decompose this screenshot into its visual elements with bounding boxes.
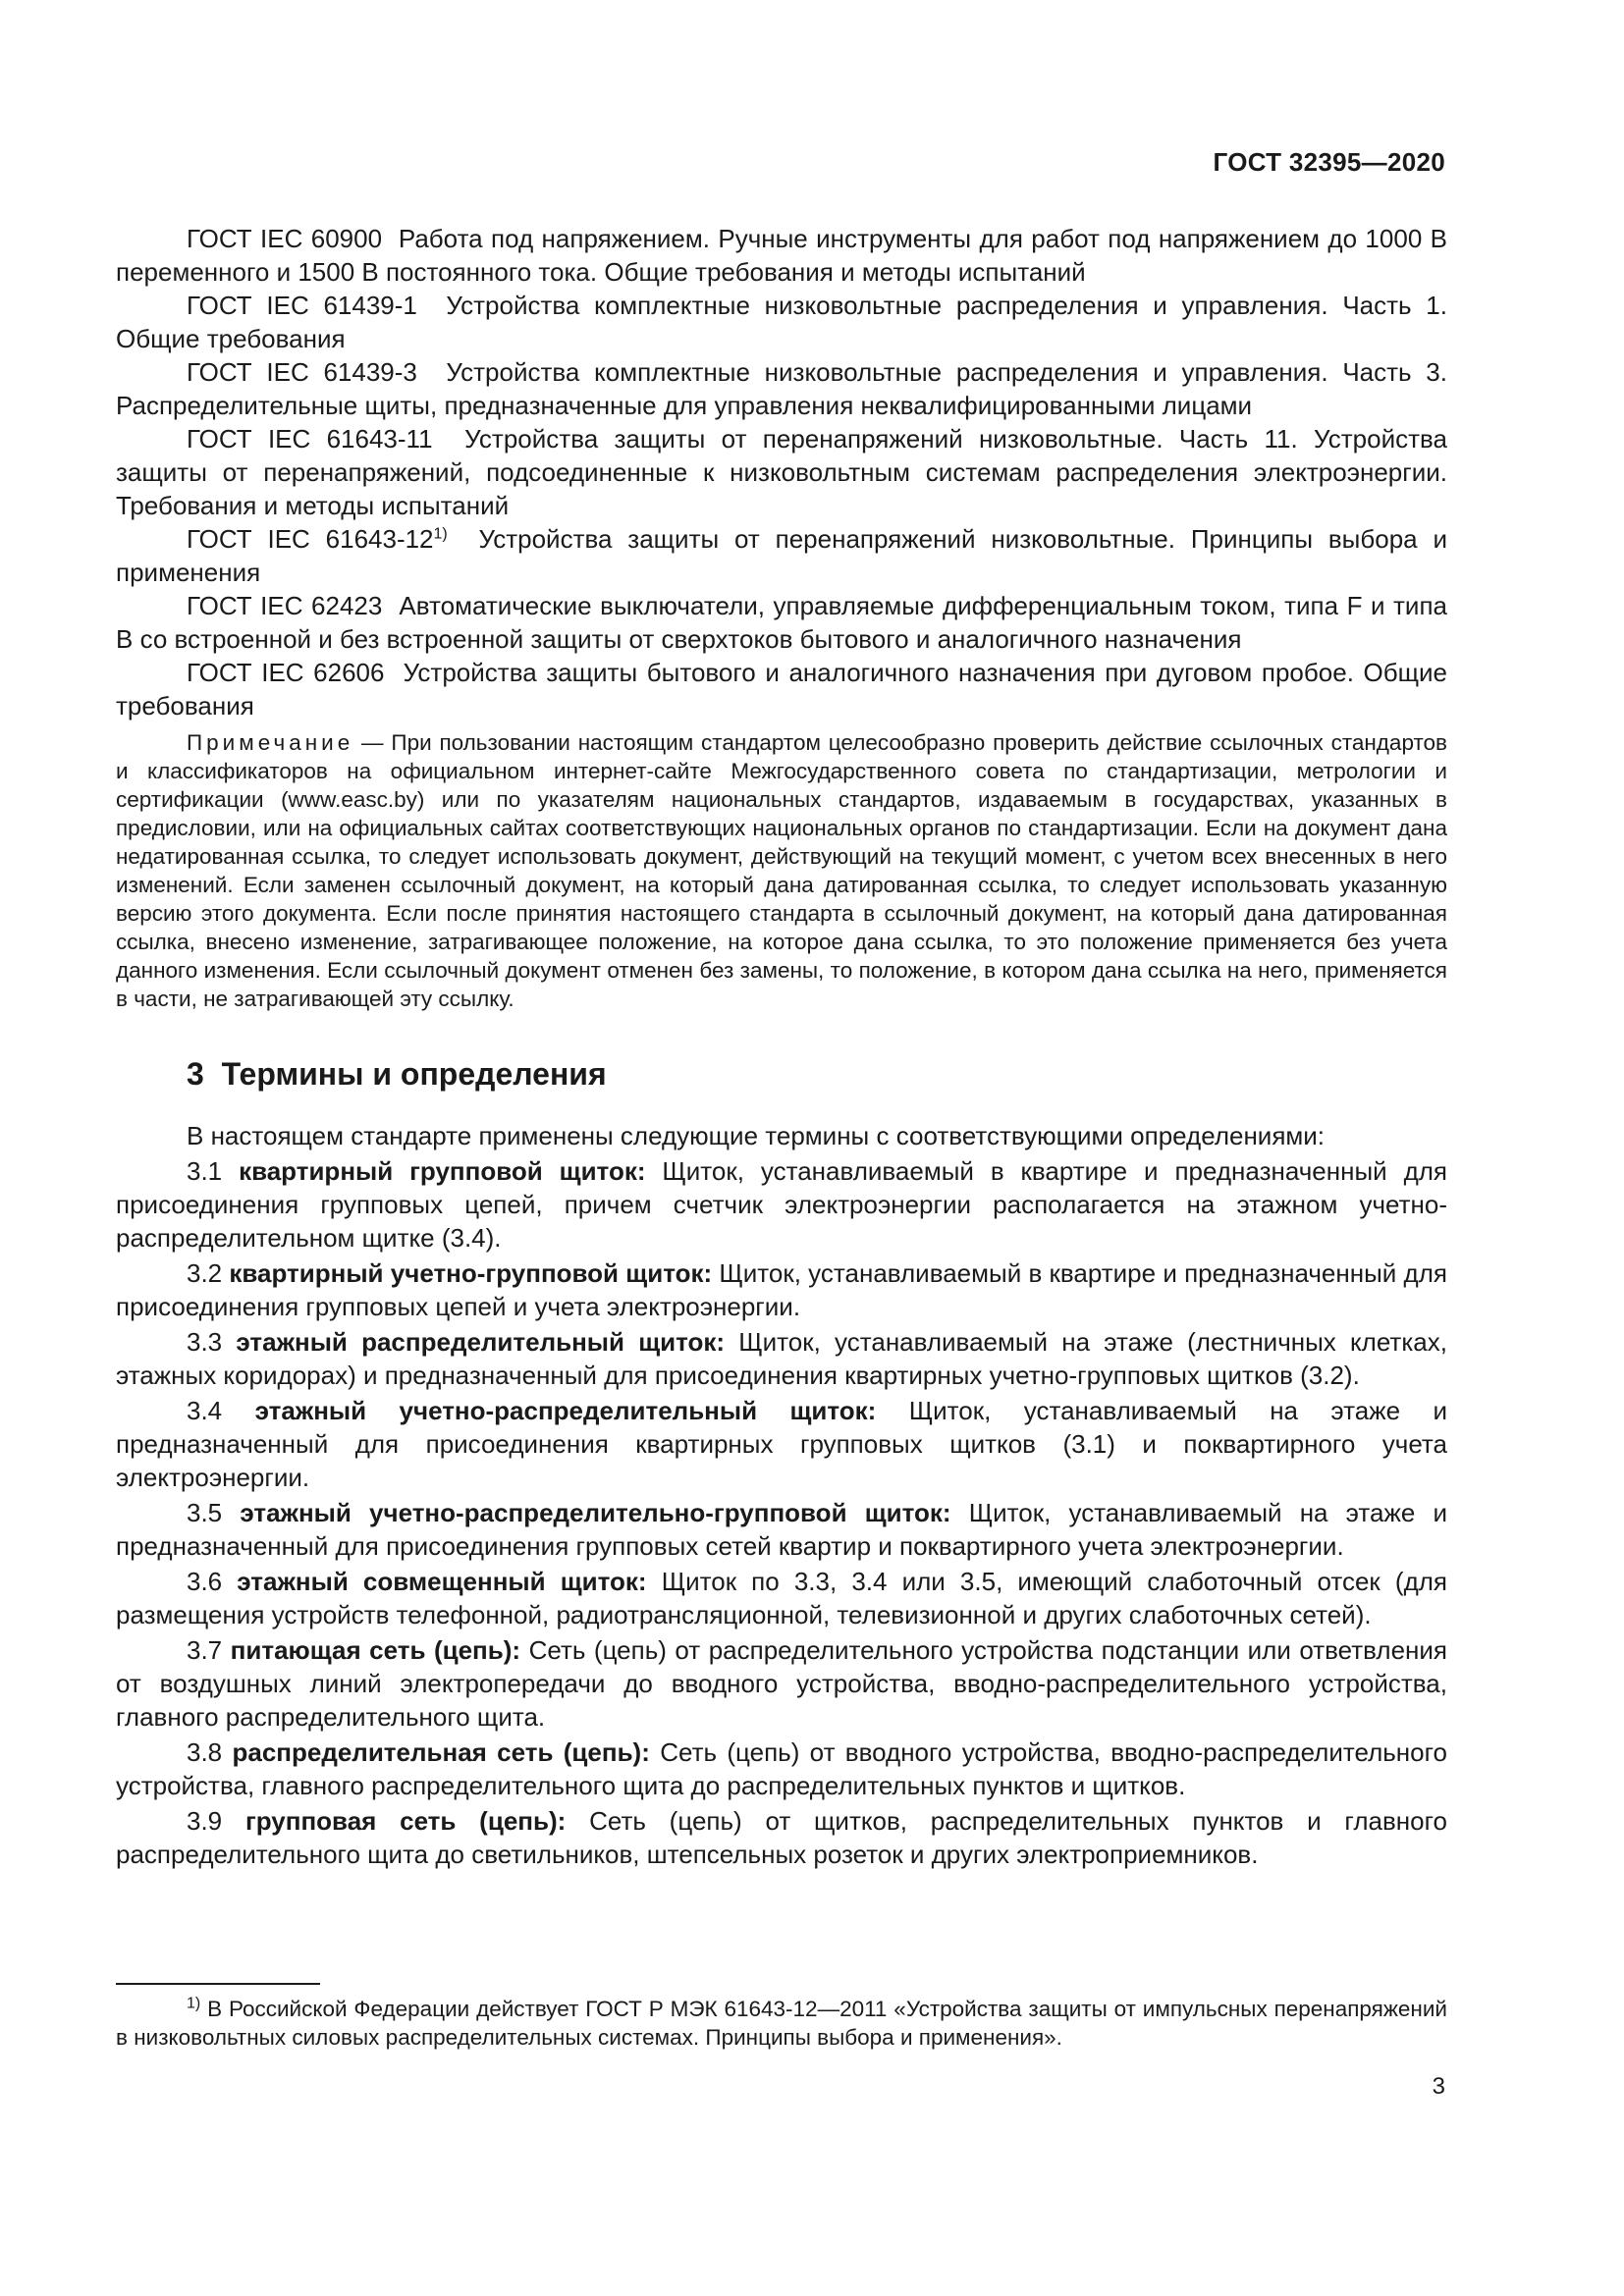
term-name: квартирный групповой щиток: bbox=[239, 1156, 646, 1186]
term-number: 3.5 bbox=[187, 1498, 223, 1527]
term-name: групповая сеть (цепь): bbox=[244, 1806, 567, 1836]
note-paragraph bbox=[116, 728, 1447, 1013]
reference-title: Устройства защиты от перенапряжений низковольтные. Принципы выбора и применения bbox=[116, 524, 1447, 587]
reference-code: ГОСТ IEC 60900 bbox=[187, 224, 383, 253]
term-name: этажный распределительный щиток: bbox=[236, 1327, 726, 1357]
reference-item bbox=[116, 355, 1447, 422]
term-entry bbox=[116, 1735, 1447, 1802]
note-text: При пользовании настоящим стандартом целесообразно проверить действие ссылочных стандартов и классификаторов на официальном интернет-сайте Межгосударственного совета по стандартизации, метрологии и сертификации (www.easc.by) или по указателям национальных стандартов, издаваемым в государствах, указанных в предисловии, или на официальных сайтах соответствующих национальных органов по стандартизации. Если на документ дана недатированная ссылка, то следует использовать документ, действующий на текущий момент, с учетом всех внесенных в него изменений. Если заменен ссылочный документ, на который дана датированная ссылка, то следует использовать указанную версию этого документа. Если после принятия настоящего стандарта в ссылочный документ, на который дана датированная ссылка, внесено изменение, затрагивающее положение, на которое дана ссылка, то это положение применяется без учета данного изменения. Если ссылочный документ отменен без замены, то положение, в котором дана ссылка на него, применяется в части, не затрагивающей эту ссылку. bbox=[116, 730, 1447, 1011]
section-number: 3 bbox=[187, 1056, 204, 1092]
footnote bbox=[116, 1995, 1447, 2052]
term-definition: Сеть (цепь) от щитков, распределительных пунктов и главного распределительного щита до светильников, штепсельных розеток и других электроприемников. bbox=[116, 1806, 1447, 1869]
term-definition: Щиток, устанавливаемый на этаже и предназначенный для присоединения групповых сетей квартир и поквартирного учета электроэнергии. bbox=[116, 1498, 1447, 1561]
reference-code: ГОСТ IEC 62606 bbox=[187, 658, 385, 687]
reference-code: ГОСТ IEC 61643-12 bbox=[187, 524, 434, 554]
section-heading bbox=[187, 1054, 1447, 1094]
section-title: Термины и определения bbox=[221, 1056, 607, 1092]
term-entry bbox=[116, 1256, 1447, 1323]
reference-title: Устройства комплектные низковольтные распределения и управления. Часть 1. Общие требования bbox=[116, 291, 1447, 353]
term-entry bbox=[116, 1565, 1447, 1631]
term-entry bbox=[116, 1633, 1447, 1734]
reference-item bbox=[116, 589, 1447, 656]
term-entry bbox=[116, 1496, 1447, 1563]
page-body bbox=[116, 222, 1447, 1873]
document-code-header: ГОСТ 32395—2020 bbox=[1213, 147, 1445, 177]
term-name: питающая сеть (цепь): bbox=[230, 1635, 521, 1665]
term-entry bbox=[116, 1804, 1447, 1871]
term-name: распределительная сеть (цепь): bbox=[232, 1737, 650, 1767]
reference-code: ГОСТ IEC 61439-3 bbox=[187, 357, 417, 387]
reference-title: Устройства защиты от перенапряжений низковольтные. Часть 11. Устройства защиты от перенапряжений, подсоединенные к низковольтным системам распределения электроэнергии. Требования и методы испытаний bbox=[116, 424, 1447, 520]
note-label: Примечание bbox=[187, 730, 354, 755]
term-name: этажный учетно-распределительно-групповой щиток: bbox=[240, 1498, 951, 1527]
term-number: 3.6 bbox=[187, 1567, 223, 1596]
term-definition: Сеть (цепь) от вводного устройства, вводно-распределительного устройства, главного распределительного щита до распределительных пунктов и щитков. bbox=[116, 1737, 1447, 1800]
term-definition: Щиток по 3.3, 3.4 или 3.5, имеющий слаботочный отсек (для размещения устройств телефонной, радиотрансляционной, телевизионной и других слаботочных сетей). bbox=[116, 1567, 1448, 1629]
term-entry bbox=[116, 1154, 1447, 1255]
footnote-text: В Российской Федерации действует ГОСТ Р МЭК 61643-12—2011 «Устройства защиты от импульсных перенапряжений в низковольтных силовых распределительных системах. Принципы выбора и применения». bbox=[116, 1997, 1447, 2050]
section-intro: В настоящем стандарте применены следующие термины с соответствующими определениями: bbox=[187, 1121, 1326, 1150]
term-number: 3.9 bbox=[187, 1806, 223, 1836]
term-number: 3.7 bbox=[187, 1635, 223, 1665]
term-name: этажный учетно-распределительный щиток: bbox=[254, 1396, 877, 1425]
terms-list bbox=[116, 1119, 1447, 1871]
term-number: 3.4 bbox=[187, 1396, 223, 1425]
reference-item bbox=[116, 422, 1447, 522]
term-entry bbox=[116, 1394, 1447, 1494]
page-number: 3 bbox=[1432, 2073, 1445, 2100]
term-name: квартирный учетно-групповой щиток: bbox=[229, 1258, 713, 1288]
footnote-divider bbox=[116, 1983, 320, 1985]
reference-item bbox=[116, 222, 1447, 289]
term-definition: Сеть (цепь) от распределительного устройства подстанции или ответвления от воздушных линий электропередачи до вводного устройства, вводно-распределительного устройства, главного распределительного щита. bbox=[116, 1635, 1447, 1732]
term-definition: Щиток, устанавливаемый на этаже и предназначенный для присоединения квартирных групповых щитков (3.1) и поквартирного учета электроэнергии. bbox=[116, 1396, 1447, 1492]
term-name: этажный совмещенный щиток: bbox=[237, 1567, 647, 1596]
term-number: 3.8 bbox=[187, 1737, 223, 1767]
reference-item bbox=[116, 522, 1447, 589]
term-entry bbox=[116, 1325, 1447, 1392]
reference-code: ГОСТ IEC 62423 bbox=[187, 591, 383, 620]
normative-references-list bbox=[116, 222, 1447, 722]
reference-item bbox=[116, 289, 1447, 355]
footnote-marker: 1) bbox=[187, 1995, 201, 2012]
reference-code: ГОСТ IEC 61439-1 bbox=[187, 291, 417, 320]
term-definition: Щиток, устанавливаемый в квартире и предназначенный для присоединения групповых цепей, причем счетчик электроэнергии располагается на этажном учетно-распределительном щитке (3.4). bbox=[116, 1156, 1447, 1253]
reference-code: ГОСТ IEC 61643-11 bbox=[187, 424, 433, 454]
term-definition: Щиток, устанавливаемый на этаже (лестничных клетках, этажных коридорах) и предназначенный для присоединения квартирных учетно-групповых щитков (3.2). bbox=[116, 1327, 1447, 1390]
reference-title: Работа под напряжением. Ручные инструменты для работ под напряжением до 1000 В переменного и 1500 В постоянного тока. Общие требования и методы испытаний bbox=[116, 224, 1448, 287]
term-definition: Щиток, устанавливаемый в квартире и предназначенный для присоединения групповых цепей и учета электроэнергии. bbox=[116, 1258, 1447, 1321]
term-number: 3.3 bbox=[187, 1327, 223, 1357]
reference-title: Устройства защиты бытового и аналогичного назначения при дуговом пробое. Общие требования bbox=[116, 658, 1447, 721]
term-number: 3.1 bbox=[187, 1156, 223, 1186]
reference-title: Устройства комплектные низковольтные распределения и управления. Часть 3. Распределительные щиты, предназначенные для управления неквалифицированными лицами bbox=[116, 357, 1447, 420]
note-dash: — bbox=[353, 730, 392, 755]
reference-title: Автоматические выключатели, управляемые дифференциальным током, типа F и типа B со встроенной и без встроенной защиты от сверхтоков бытового и аналогичного назначения bbox=[116, 591, 1447, 654]
term-number: 3.2 bbox=[187, 1258, 223, 1288]
reference-item bbox=[116, 656, 1447, 722]
footnote-marker: 1) bbox=[433, 525, 448, 543]
